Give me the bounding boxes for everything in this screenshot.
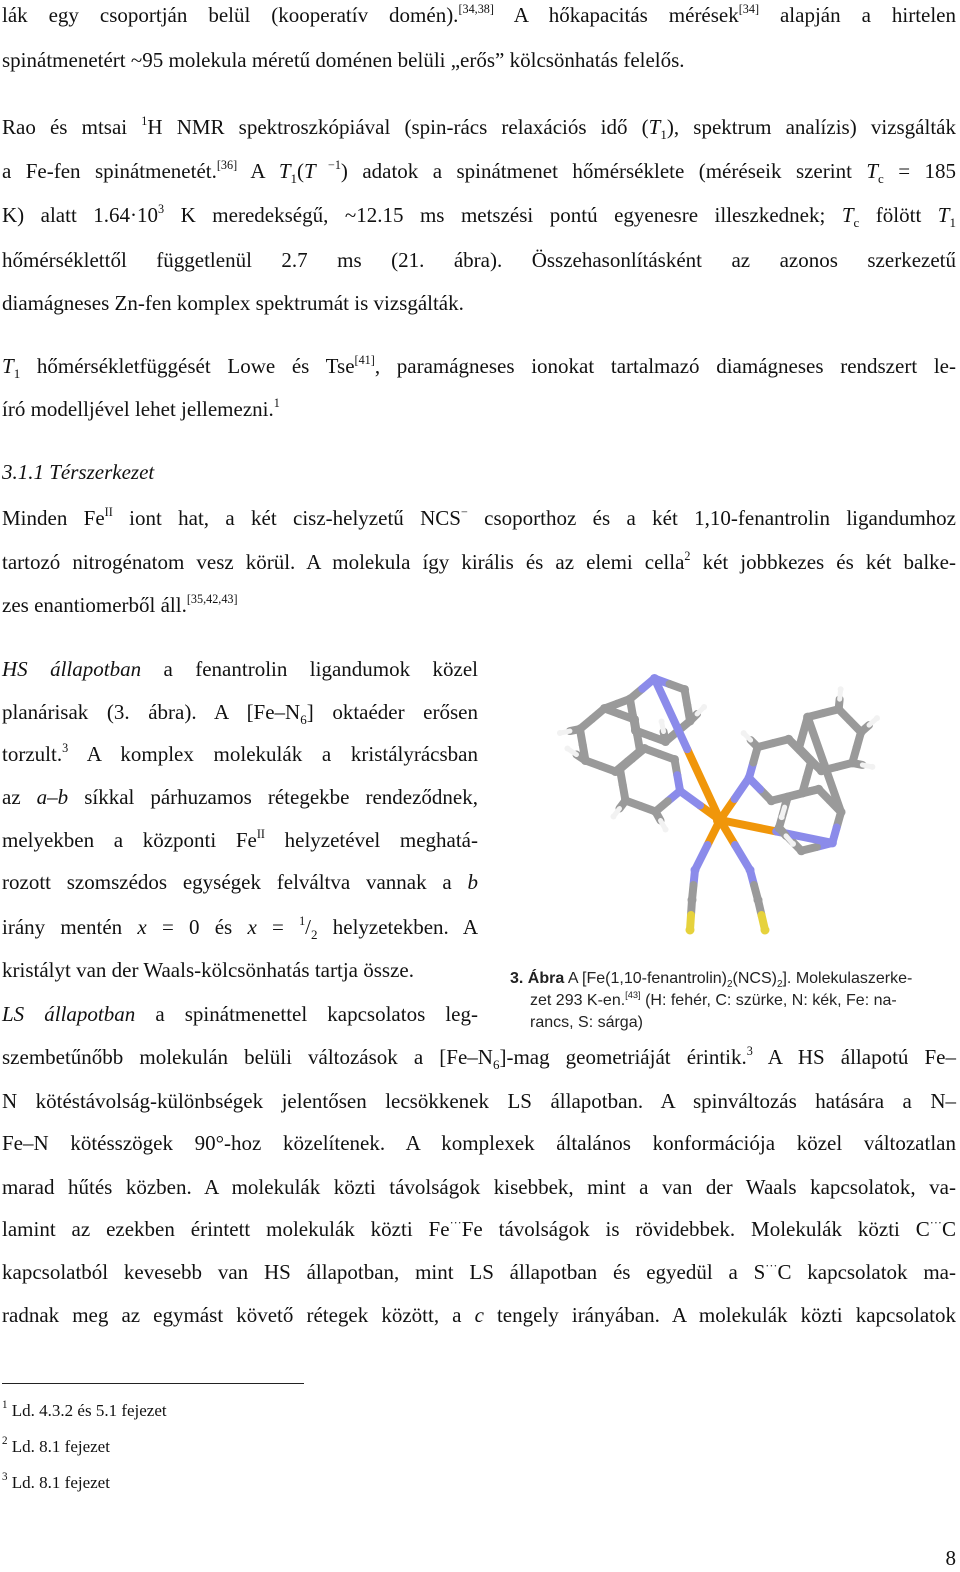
atom-h bbox=[869, 764, 875, 770]
text-line: Minden $Fe^{II}$ iont hat, a két cisz-helyzetű NCS− csoporthoz és a két 1,10-fenantrolin ligandumhoz bbox=[2, 504, 956, 530]
figure-caption: 3. Ábra A $[Fe(1,10-fenantrolin)_2(NCS)_2]$. Molekulaszerke- zet 293 K-en.[43] (H: fehér, C: szürke, N: kék, Fe: na- rancs, S: sárga) bbox=[510, 970, 913, 1031]
caption-label: 3. Ábra bbox=[510, 970, 565, 987]
atom-h bbox=[874, 715, 880, 721]
text-line: LS állapotban a spinátmenettel kapcsolatos leg- bbox=[2, 1002, 478, 1026]
text-line: melyekben a központi $Fe^{II}$ helyzetével meghatá- bbox=[2, 826, 478, 852]
section-heading: 3.1.1 Térszerkezet bbox=[2, 460, 155, 484]
atom-n bbox=[746, 866, 755, 875]
text-line: irány mentén x = 0 és $x = ^1/_2$ helyzetekben. A bbox=[2, 913, 479, 943]
text-line: spinátmenetért ~95 molekula méretű doménen belüli „erős” kölcsönhatás felelős. bbox=[2, 48, 685, 72]
atom-c bbox=[686, 716, 695, 725]
text-line: rozott szomszédos egységek felváltva vannak a b bbox=[2, 870, 478, 894]
atom-c bbox=[581, 756, 590, 765]
atom-c bbox=[631, 726, 640, 735]
atom-c bbox=[600, 704, 609, 713]
atom-c bbox=[848, 758, 857, 767]
atom-c bbox=[754, 896, 763, 905]
atom-c bbox=[611, 767, 620, 776]
atom-c bbox=[857, 728, 866, 737]
atom-c bbox=[803, 713, 812, 722]
atom-c bbox=[774, 823, 783, 832]
text-line: tartozó nitrogénatom vesz körül. A molekula így királis és az elemi cella$^2$ két jobbkezes és két balke- bbox=[2, 548, 956, 574]
footnote-rule bbox=[2, 1383, 304, 1384]
text-line: az a–b síkkal párhuzamos rétegekbe rendeződnek, bbox=[2, 785, 478, 809]
text-line: zes enantiomerből áll.[35,42,43] bbox=[2, 591, 238, 617]
atom-n bbox=[744, 773, 753, 782]
atom-fe bbox=[713, 813, 727, 827]
atom-n bbox=[650, 674, 659, 683]
text-line: kapcsolatból kevesebb van HS állapotban, mint LS állapotban és egyedül a S···C kapcsolatok ma- bbox=[2, 1258, 956, 1284]
atom-h bbox=[557, 730, 563, 736]
footnote: $^3$ Ld. 8.1 fejezet bbox=[2, 1471, 110, 1492]
atom-n bbox=[828, 838, 837, 847]
text-line: torzult.$^3$ A komplex molekulák a kristályrácsban bbox=[2, 740, 478, 766]
atom-n bbox=[676, 786, 685, 795]
text-line: radnak meg az egymást követő rétegek között, a c tengely irányában. A molekulák közti kapcsolatok bbox=[2, 1303, 957, 1327]
atom-c bbox=[688, 896, 697, 905]
text-line: a Fe-fen spinátmenetét.[36] A $T_1(T$ $^{-1}$) adatok a spinátmenet hőmérséklete (méréseik szerint $T_c = 185$ bbox=[2, 157, 956, 187]
text-line: lák egy csoportján belül (kooperatív domén).[34,38] A hőkapacitás mérések[34] alapján a hirtelen bbox=[2, 1, 956, 27]
molecule-structure-figure bbox=[520, 650, 940, 960]
text-line: diamágneses Zn-fen komplex spektrumát is vizsgálták. bbox=[2, 291, 464, 315]
atom-c bbox=[797, 846, 806, 855]
atom-h bbox=[838, 686, 844, 692]
atom-c bbox=[753, 743, 762, 752]
text-line: HS állapotban a fenantrolin ligandumok közel bbox=[2, 657, 478, 681]
text-line: N kötéstávolság-különbségek jelentősen lecsökkenek LS állapotban. A spinváltozás hatására a N– bbox=[2, 1089, 956, 1113]
atom-n bbox=[691, 866, 700, 875]
text-line: kristályt van der Waals-kölcsönhatás tartja össze. bbox=[2, 958, 414, 982]
atom-c bbox=[817, 766, 826, 775]
atom-h bbox=[779, 814, 785, 820]
atom-c bbox=[621, 796, 630, 805]
atom-c bbox=[794, 743, 803, 752]
atom-c bbox=[784, 735, 793, 744]
atom-s bbox=[686, 926, 695, 935]
atom-h bbox=[663, 827, 669, 833]
text-line: marad hűtés közben. A molekulák közti távolságok kisebbek, mint a van der Waals kapcsolatok, va- bbox=[2, 1175, 956, 1199]
atom-h bbox=[610, 814, 616, 820]
text-line: szembetűnőbb molekulán belüli változások a $[Fe-N_6]$-mag geometriáját érintik.$^3$ A HS állapotú Fe– bbox=[2, 1043, 956, 1073]
text-line: író modelljével lehet jellemezni.$^1$ bbox=[2, 395, 280, 421]
text-line: hőmérséklettől függetlenül 2.7 ms (21. ábra). Összehasonlításként az azonos szerkezetű bbox=[2, 248, 956, 272]
atom-c bbox=[661, 737, 670, 746]
atom-s bbox=[761, 926, 770, 935]
atom-c bbox=[680, 685, 689, 694]
footnote: $^2$ Ld. 8.1 fejezet bbox=[2, 1435, 110, 1456]
atom-c bbox=[834, 705, 843, 714]
text-line: Rao és mtsai $^1$H NMR spektroszkópiával (spin-rács relaxációs idő $(T_1)$, spektrum analízis) vizsgálták bbox=[2, 113, 956, 143]
atom-c bbox=[807, 758, 816, 767]
atom-h bbox=[659, 719, 665, 725]
atom-c bbox=[625, 695, 634, 704]
text-line: lamint az ezekben érintett molekulák közti Fe···Fe távolságok is rövidebbek. Molekulák közti C···C bbox=[2, 1215, 956, 1241]
atom-c bbox=[767, 796, 776, 805]
atom-c bbox=[814, 785, 823, 794]
atom-c bbox=[575, 725, 584, 734]
text-line: K) alatt $1.64\cdot 10^3$ K meredekségű, ~12.15 ms metszési pontú egyenesre illeszkednek; $T_c$ fölött $T_1$ bbox=[2, 201, 956, 231]
atom-h bbox=[701, 704, 707, 710]
text-line: Fe–N kötésszögek 90°-hoz közelítenek. A komplexek általános konformációja közel változatlan bbox=[2, 1131, 956, 1155]
atom-h bbox=[564, 746, 570, 752]
atom-h bbox=[790, 841, 796, 847]
atom-c bbox=[636, 746, 645, 755]
atom-h bbox=[741, 730, 747, 736]
text-line: $T_1$ hőmérsékletfüggését Lowe és Tse[41], paramágneses ionokat tartalmazó diamágneses rendszert le- bbox=[2, 352, 956, 382]
atom-c bbox=[783, 793, 792, 802]
page-number: 8 bbox=[945, 1546, 956, 1570]
atom-c bbox=[651, 807, 660, 816]
atom-c bbox=[630, 715, 639, 724]
atom-c bbox=[798, 788, 807, 797]
atom-c bbox=[837, 808, 846, 817]
text-line: planárisak (3. ábra). A $[Fe-N_6]$ oktaéder erősen bbox=[2, 700, 478, 728]
footnote: $^1$ Ld. 4.3.2 és 5.1 fejezet bbox=[2, 1399, 167, 1420]
atom-c bbox=[670, 755, 679, 764]
